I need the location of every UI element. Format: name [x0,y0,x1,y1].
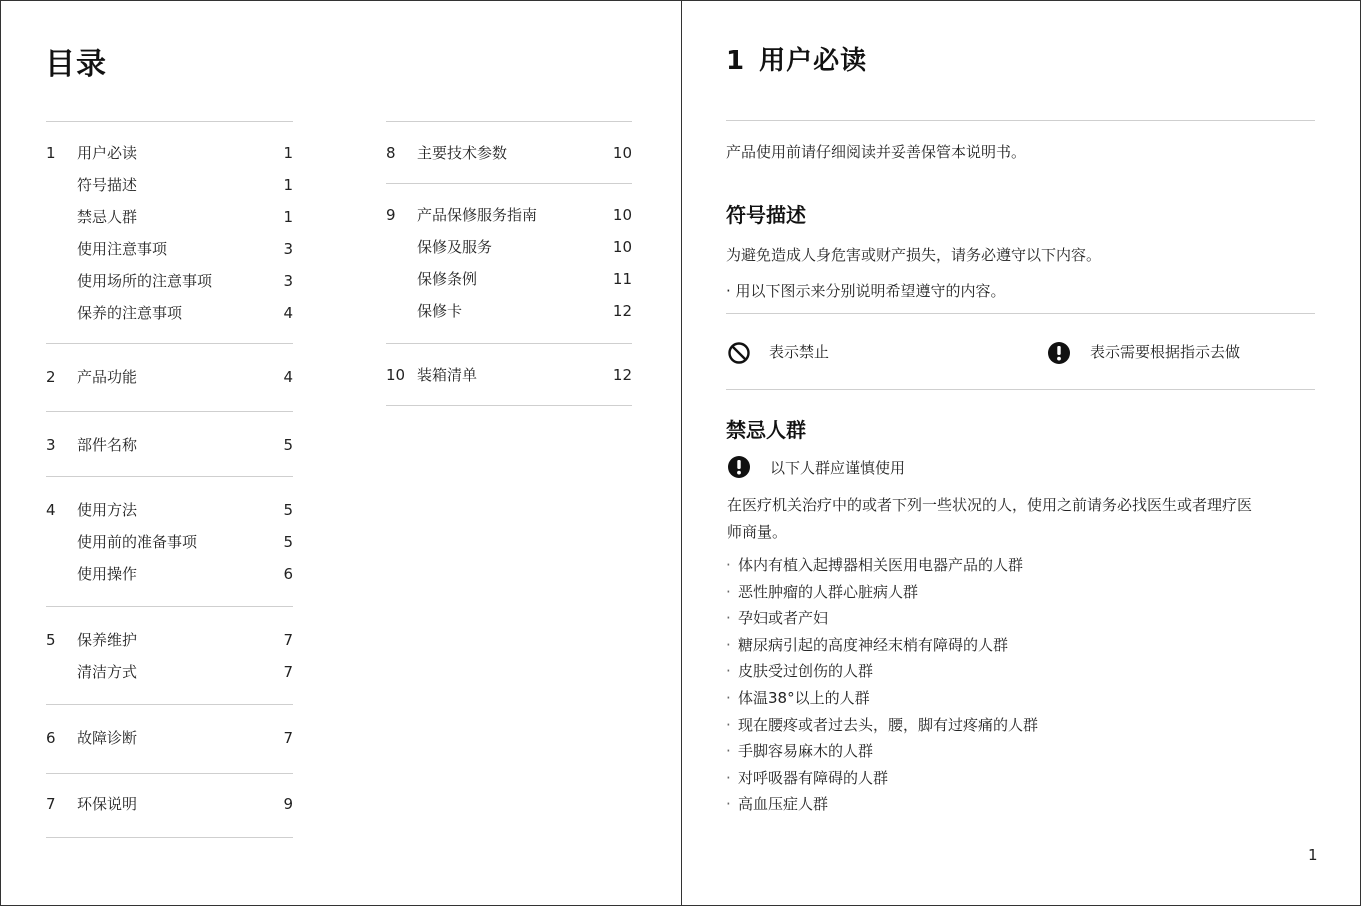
symbols-description: 为避免造成人身危害或财产损失，请务必遵守以下内容。 [726,246,1102,264]
toc-column-1 [46,121,293,838]
symbols-heading: 符号描述 [726,203,806,227]
chapter-title-text: 用户必读 [759,46,868,76]
list-item: · 手脚容易麻木的人群 [726,742,874,761]
divider [726,120,1315,121]
toc-entry[interactable]: 保修及服务 10 [417,238,632,256]
toc-group [386,183,632,343]
toc-entry[interactable]: 8 主要技术参数 10 [386,144,632,162]
toc-group [46,476,293,606]
toc-entry[interactable]: 使用场所的注意事项 3 [77,272,293,290]
list-item: · 对呼吸器有障碍的人群 [726,768,889,787]
toc-entry[interactable]: 保养的注意事项 4 [77,304,293,322]
contraindication-list [726,552,1038,818]
caution-icon [727,455,751,479]
toc-entry[interactable]: 使用前的准备事项 5 [77,533,293,551]
list-item: · 孕妇或者产妇 [726,609,829,628]
toc-entry[interactable]: 1 用户必读 1 [46,144,293,162]
toc-entry[interactable]: 4 使用方法 5 [46,501,293,519]
toc-group [46,606,293,704]
toc-entry[interactable]: 保修卡 12 [417,302,632,320]
toc-title: 目录 [45,47,107,82]
toc-entry[interactable]: 9 产品保修服务指南 10 [386,206,632,224]
mandatory-label: 表示需要根据指示去做 [1090,343,1241,361]
caution-text: 以下人群应谨慎使用 [770,459,906,477]
toc-entry[interactable]: 清洁方式 7 [77,663,293,681]
mandatory-icon [1047,341,1071,365]
prohibit-icon [727,341,751,365]
page-number: 1 [1308,846,1318,864]
toc-entry[interactable]: 使用操作 6 [77,565,293,583]
symbols-note: · 用以下图示来分别说明希望遵守的内容。 [726,282,1006,300]
toc-entry[interactable]: 10 装箱清单 12 [386,366,632,384]
toc-group [46,343,293,411]
toc-column-2 [386,121,632,406]
toc-group [46,773,293,838]
list-item: · 恶性肿瘤的人群心脏病人群 [726,582,919,601]
list-item: · 高血压症人群 [726,795,829,814]
divider [726,389,1315,390]
contraindications-paragraph-line2: 师商量。 [727,523,788,541]
divider [726,313,1315,314]
toc-entry[interactable]: 禁忌人群 1 [77,208,293,226]
contraindications-paragraph-line1: 在医疗机关治疗中的或者下列一些状况的人，使用之前请务必找医生或者理疗医 [727,496,1253,514]
toc-group [46,411,293,476]
toc-group [46,121,293,343]
toc-entry[interactable]: 符号描述 1 [77,176,293,194]
toc-entry[interactable]: 2 产品功能 4 [46,368,293,386]
toc-group [46,704,293,773]
intro-text: 产品使用前请仔细阅读并妥善保管本说明书。 [726,143,1027,161]
toc-entry[interactable]: 6 故障诊断 7 [46,729,293,747]
toc-page [0,0,682,906]
list-item: · 体内有植入起搏器相关医用电器产品的人群 [726,556,1024,574]
list-item: · 皮肤受过创伤的人群 [726,662,874,681]
chapter-title [726,40,867,77]
prohibit-label: 表示禁止 [769,343,830,361]
toc-group [386,121,632,183]
toc-entry[interactable]: 5 保养维护 7 [46,631,293,649]
list-item: · 糖尿病引起的高度神经末梢有障碍的人群 [726,635,1009,654]
toc-entry[interactable]: 7 环保说明 9 [46,795,293,813]
contraindications-heading: 禁忌人群 [726,418,806,442]
toc-entry[interactable]: 保修条例 11 [417,270,632,288]
list-item: · 现在腰疼或者过去头，腰，脚有过疼痛的人群 [726,715,1039,734]
toc-entry[interactable]: 3 部件名称 5 [46,436,293,454]
toc-group [386,343,632,406]
list-item: · 体温38°以上的人群 [726,688,870,707]
toc-entry[interactable]: 使用注意事项 3 [77,240,293,258]
chapter-number: 1 [726,46,746,76]
